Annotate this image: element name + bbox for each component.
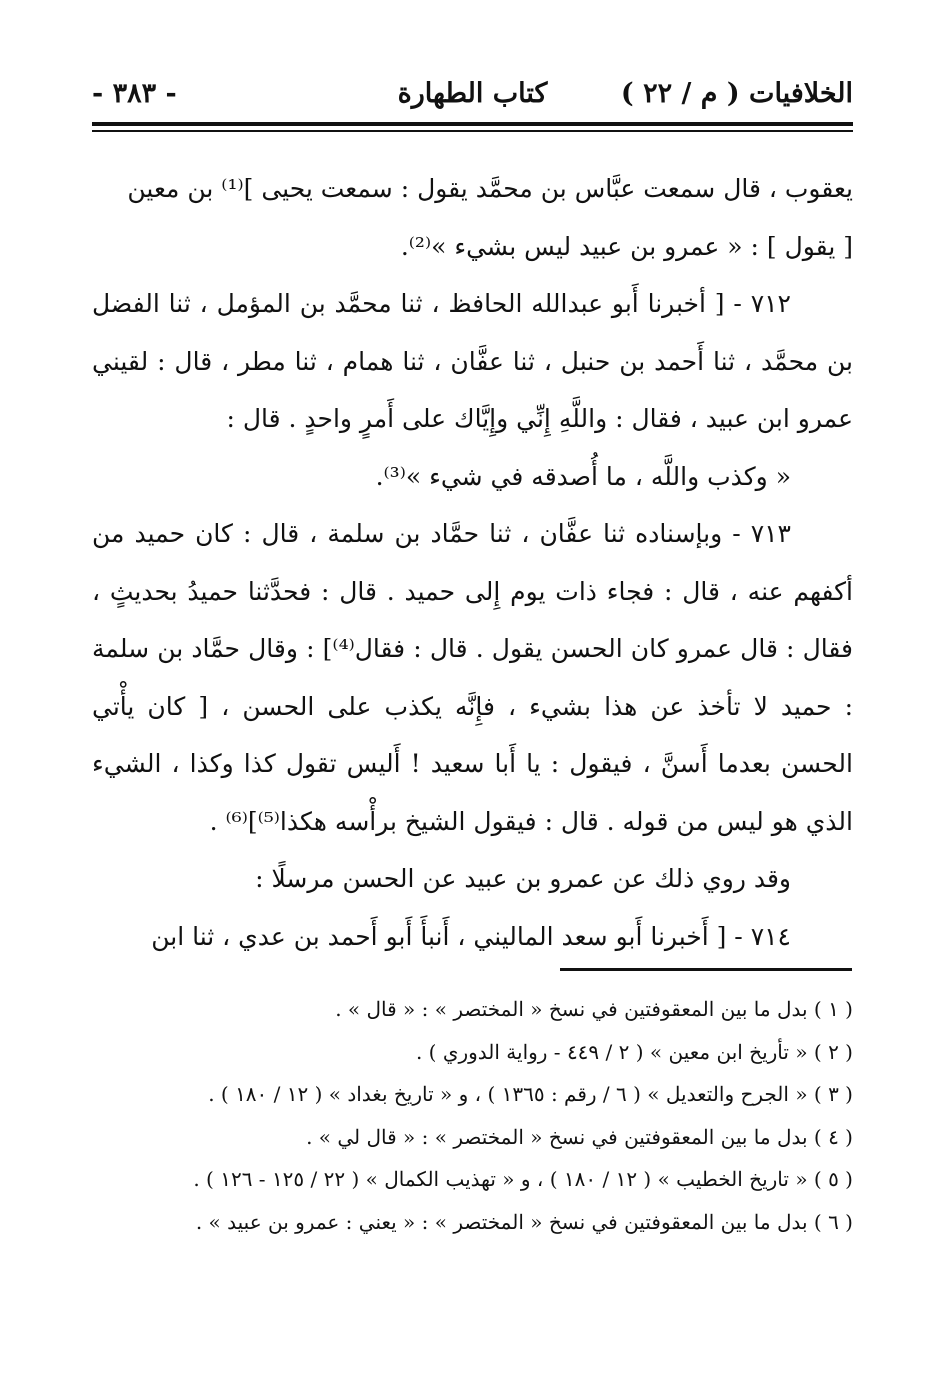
running-header [92, 72, 853, 114]
header-chapter-title: كتاب الطهارة [397, 77, 548, 109]
footnote: ( ٦ ) بدل ما بين المعقوفتين في نسخ « المختصر » : « يعني : عمرو بن عبيد » . [195, 1209, 853, 1234]
footnote-separator [560, 968, 852, 971]
paragraph-mursal: وقد روي ذلك عن عمرو بن عبيد عن الحسن مرسلًا : [255, 864, 791, 893]
paragraph-714: ٧١٤ - [ أَخبرنا أَبو سعد الماليني ، أَنبأَ أَبو أَحمد بن عدي ، ثنا ابن [151, 921, 791, 951]
footnote: ( ٣ ) « الجرح والتعديل » ( ٦ / رقم : ١٣٦٥ ) ، و « تاريخ بغداد » ( ١٢ / ١٨٠ ) . [208, 1082, 853, 1106]
quote-712: « وكذب واللَّه ، ما أُصدقه في شيء »⁽³⁾. [375, 461, 791, 491]
text-line: [ يقول ] : « عمرو بن عبيد ليس بشيء »⁽²⁾. [400, 231, 853, 261]
page-number: - ٣٨٣ - [92, 77, 177, 109]
paragraph-712: ٧١٢ - [ أخبرنا أَبو عبدالله الحافظ ، ثنا محمَّد بن المؤمل ، ثنا الفضل بن محمَّد ، ثنا أَحمد بن حنبل ، ثنا عفَّان ، ثنا همام ، ثنا مطر ، قال : لقيني عمرو ابن عبيد ، فقال : واللَّهِ إِنِّي وإِيَّاك على أَمرٍ واحدٍ . قال : [92, 289, 853, 433]
header-rule-thick [92, 122, 853, 126]
header-rule-thin [92, 130, 853, 132]
header-book-part: الخلافيات ( م / ٢٢ ) [620, 77, 853, 109]
footnote: ( ١ ) بدل ما بين المعقوفتين في نسخ « المختصر » : « قال » . [335, 997, 853, 1021]
text-line: يعقوب ، قال سمعت عبَّاس بن محمَّد يقول : سمعت يحيى ]⁽¹⁾ بن معين [127, 174, 853, 203]
footnote: ( ٢ ) « تأريخ ابن معين » ( ٢ / ٤٤٩ - رواية الدوري ) . [415, 1039, 853, 1064]
main-text [92, 160, 853, 965]
footnote: ( ٥ ) « تاريخ الخطيب » ( ١٢ / ١٨٠ ) ، و « تهذيب الكمال » ( ٢٢ / ١٢٥ - ١٢٦ ) . [193, 1167, 853, 1191]
footnotes [92, 988, 853, 1243]
footnote: ( ٤ ) بدل ما بين المعقوفتين في نسخ « المختصر » : « قال لي » . [306, 1124, 853, 1149]
paragraph-713: ٧١٣ - وبإسناده ثنا عفَّان ، ثنا حمَّاد بن سلمة ، قال : كان حميد من أكفهم عنه ، قال : فجاء ذات يوم إِلى حميد . قال : فحدَّثنا حميدُ بحديثٍ ، فقال : قال عمرو كان الحسن يقول . قال : فقال⁽⁴⁾] : وقال حمَّاد بن سلمة : حميد لا تأخذ عن هذا بشيء ، فإِنَّه يكذب على الحسن ، [ كان يأْتي الحسن بعدما أَسنَّ ، فيقول : يا أَبا سعيد ! أَليس تقول كذا وكذا ، الشيء الذي هو ليس من قوله . قال : فيقول الشيخ برأْسه هكذا⁽⁵⁾]⁽⁶⁾ . [92, 519, 853, 836]
